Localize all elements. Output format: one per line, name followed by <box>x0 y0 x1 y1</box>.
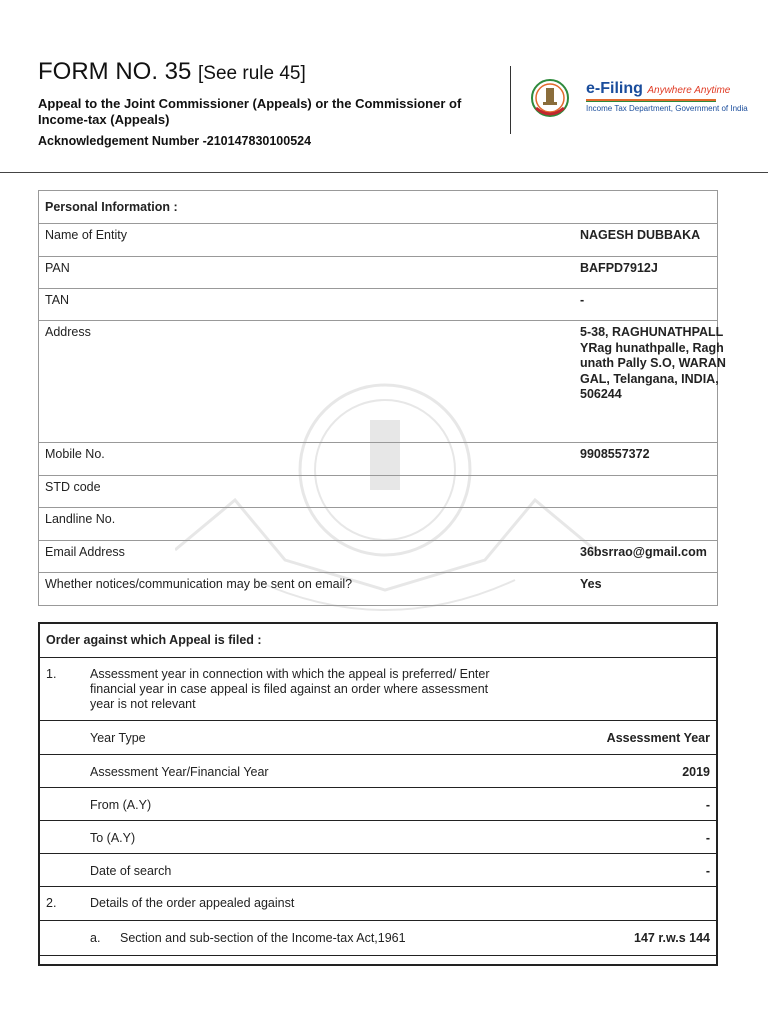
row-value: 36bsrrao@gmail.com <box>580 545 707 559</box>
table-row <box>39 256 717 289</box>
row-value: - <box>705 831 710 845</box>
row-label: Assessment Year/Financial Year <box>90 765 269 779</box>
row-value: Assessment Year <box>606 731 710 745</box>
order-header <box>40 624 716 657</box>
row-label: PAN <box>45 261 70 275</box>
row-value: - <box>580 293 585 307</box>
row-value: - <box>705 864 710 878</box>
row-value: 9908557372 <box>580 447 650 461</box>
order-title: Order against which Appeal is filed : <box>46 633 262 647</box>
item-number: 1. <box>46 667 57 681</box>
address-value: 5-38, RAGHUNATHPALLYRag hunathpalle, Raghunath Pally S.O, WARANGAL, Telangana, INDIA, 506244 <box>580 325 726 401</box>
sub-item-value: 147 r.w.s 144 <box>634 931 710 945</box>
row-label: Year Type <box>90 731 146 745</box>
order-item-2a <box>40 920 716 957</box>
efiling-logo <box>530 78 748 126</box>
personal-information-table <box>38 190 726 606</box>
table-row <box>39 320 726 443</box>
row-label: Date of search <box>90 864 172 878</box>
logo-rule-green <box>586 101 716 102</box>
order-details-table <box>38 622 718 966</box>
header-divider <box>510 66 511 134</box>
row-label: Name of Entity <box>45 228 127 242</box>
row-label: From (A.Y) <box>90 798 152 812</box>
order-item-2 <box>40 886 716 920</box>
row-value: 2019 <box>682 765 710 779</box>
acknowledgement-number: Acknowledgement Number -210147830100524 <box>38 134 312 148</box>
table-row <box>39 223 717 256</box>
row-label: Mobile No. <box>45 447 105 461</box>
sub-item-text: Section and sub-section of the Income-tax Act,1961 <box>120 931 406 945</box>
table-row <box>39 507 717 540</box>
table-row <box>39 288 717 321</box>
efiling-tagline: Anywhere Anytime <box>647 85 731 96</box>
row-value: Yes <box>580 577 602 591</box>
table-row <box>40 820 716 854</box>
row-label: Landline No. <box>45 512 116 526</box>
row-label: Email Address <box>45 545 125 559</box>
efiling-text: e-Filing <box>586 80 643 97</box>
efiling-department: Income Tax Department, Government of India <box>586 104 748 113</box>
form-header <box>0 0 768 173</box>
efiling-wordmark <box>586 80 748 113</box>
table-row <box>39 540 717 573</box>
personal-information-title: Personal Information : <box>45 200 178 214</box>
table-row <box>40 787 716 821</box>
form-number: FORM NO. 35 <box>38 58 192 85</box>
row-value: NAGESH DUBBAKA <box>580 228 701 242</box>
row-value: - <box>705 798 710 812</box>
table-row <box>40 720 716 754</box>
order-item-1 <box>40 657 716 721</box>
personal-information-header <box>39 191 717 223</box>
row-label: Address <box>45 325 91 339</box>
table-row <box>40 853 716 887</box>
table-row <box>39 442 717 475</box>
table-row <box>39 572 717 605</box>
row-label: STD code <box>45 480 101 494</box>
row-label: Whether notices/communication may be sent on email? <box>45 577 353 591</box>
form-rule: [See rule 45] <box>198 63 306 84</box>
form-subtitle: Appeal to the Joint Commissioner (Appeals) or the Commissioner of Income-tax (Appeals) <box>38 96 462 127</box>
item-text: Details of the order appealed against <box>90 896 295 910</box>
table-divider <box>40 955 716 957</box>
row-label: TAN <box>45 293 70 307</box>
emblem-icon <box>530 78 570 120</box>
row-value: BAFPD7912J <box>580 261 658 275</box>
item-text: Assessment year in connection with which the appeal is preferred/ Enter financial year in case appeal is filed against an order where assessment year is not relevant <box>90 667 490 711</box>
sub-item-letter: a. <box>90 931 101 945</box>
item-number: 2. <box>46 896 57 910</box>
table-row <box>39 475 717 508</box>
table-row <box>40 754 716 788</box>
form-title <box>38 58 306 86</box>
row-label: To (A.Y) <box>90 831 136 845</box>
